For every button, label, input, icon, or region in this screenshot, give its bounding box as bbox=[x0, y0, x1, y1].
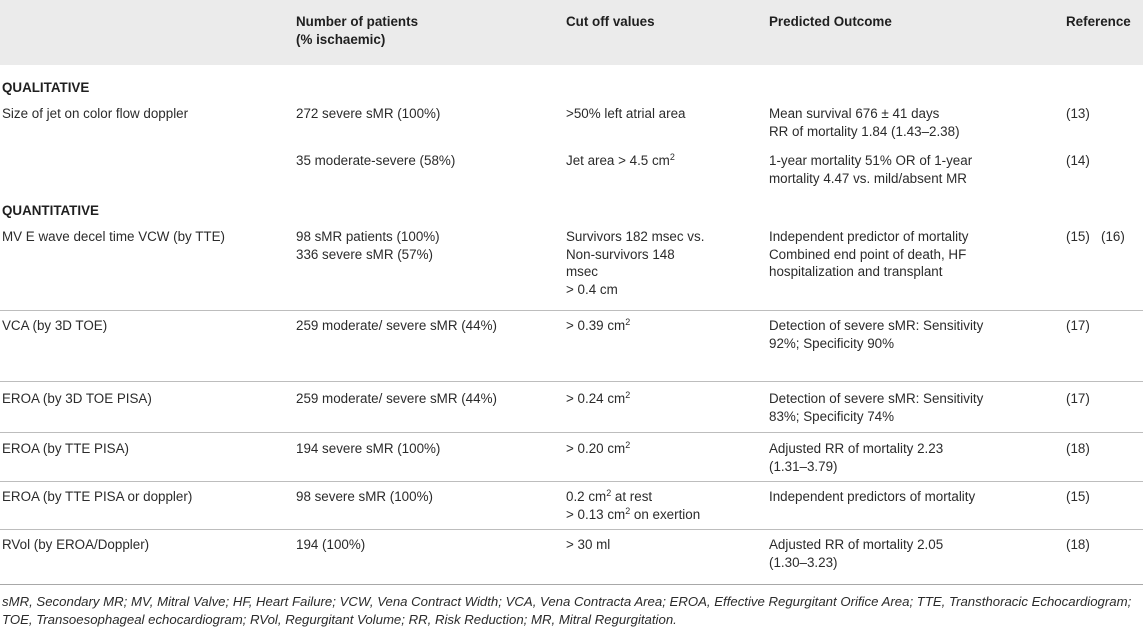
row7-cutoff bbox=[566, 488, 700, 523]
row5-outcome-line1: Detection of severe sMR: Sensitivity bbox=[769, 391, 984, 406]
row-divider bbox=[0, 481, 1143, 482]
row4-parameter: VCA (by 3D TOE) bbox=[2, 318, 108, 333]
row7-cutoff-line1-a: 0.2 cm bbox=[566, 489, 607, 504]
row8-reference[interactable]: (18) bbox=[1066, 537, 1090, 552]
row2-outcome-line2: mortality 4.47 vs. mild/absent MR bbox=[769, 170, 967, 186]
row7-cutoff-line1 bbox=[566, 488, 700, 506]
row5-cutoff-text: > 0.24 cm bbox=[566, 391, 626, 406]
header-patients-line2: (% ischaemic) bbox=[296, 31, 386, 47]
row5-parameter: EROA (by 3D TOE PISA) bbox=[2, 391, 152, 406]
row7-cutoff-line1-b: at rest bbox=[611, 489, 653, 504]
header-patients bbox=[296, 13, 418, 48]
row2-outcome-line1: 1-year mortality 51% OR of 1-year bbox=[769, 153, 973, 168]
section-quantitative: QUANTITATIVE bbox=[2, 203, 99, 218]
row3-cutoff bbox=[566, 228, 704, 298]
row7-parameter: EROA (by TTE PISA or doppler) bbox=[2, 489, 193, 504]
row3-parameter: MV E wave decel time VCW (by TTE) bbox=[2, 229, 225, 244]
row5-outcome-line2: 83%; Specificity 74% bbox=[769, 408, 895, 424]
row3-cutoff-line3: msec bbox=[566, 264, 598, 279]
row3-patients-line2: 336 severe sMR (57%) bbox=[296, 246, 433, 262]
row3-cutoff-line1: Survivors 182 msec vs. bbox=[566, 229, 705, 244]
row-divider bbox=[0, 310, 1143, 311]
row6-cutoff bbox=[566, 440, 630, 458]
row7-patients: 98 severe sMR (100%) bbox=[296, 489, 433, 504]
row-divider bbox=[0, 432, 1143, 433]
table-footnote: sMR, Secondary MR; MV, Mitral Valve; HF, Heart Failure; VCW, Vena Contract Width; VCA, Vena Contracta Area; EROA, Effective Regurgitant Orifice Area; TTE, Transthoracic Echocardiogram; TOE, Transoesophageal echocardiogram; RVol, Regurgitant Volume; RR, Risk Reduction; MR, Mitral Regurgitation. bbox=[2, 594, 1132, 627]
row8-patients: 194 (100%) bbox=[296, 537, 366, 552]
row6-cutoff-text: > 0.20 cm bbox=[566, 441, 626, 456]
row4-outcome bbox=[769, 317, 983, 352]
row3-reference-a[interactable]: (15) bbox=[1066, 229, 1090, 244]
row5-cutoff-sup: 2 bbox=[625, 390, 631, 400]
row1-outcome-line1: Mean survival 676 ± 41 days bbox=[769, 106, 940, 121]
row7-cutoff-line2-b: on exertion bbox=[630, 506, 701, 522]
row4-cutoff-text: > 0.39 cm bbox=[566, 318, 626, 333]
row4-cutoff-sup: 2 bbox=[625, 317, 631, 327]
row7-cutoff-line2-a: > 0.13 cm bbox=[566, 506, 626, 522]
header-outcome: Predicted Outcome bbox=[769, 14, 892, 29]
row2-cutoff-text: Jet area > 4.5 cm bbox=[566, 153, 670, 168]
row1-parameter: Size of jet on color flow doppler bbox=[2, 106, 189, 121]
table-header bbox=[0, 0, 1143, 65]
row-divider bbox=[0, 381, 1143, 382]
row3-outcome-line2: Combined end point of death, HF bbox=[769, 246, 967, 262]
row4-patients: 259 moderate/ severe sMR (44%) bbox=[296, 318, 497, 333]
row3-cutoff-line2: Non-survivors 148 bbox=[566, 246, 675, 262]
row2-cutoff-sup: 2 bbox=[669, 152, 675, 162]
row6-patients: 194 severe sMR (100%) bbox=[296, 441, 441, 456]
row1-outcome bbox=[769, 105, 960, 140]
row8-outcome-line1: Adjusted RR of mortality 2.05 bbox=[769, 537, 944, 552]
row2-outcome bbox=[769, 152, 972, 187]
header-cutoff: Cut off values bbox=[566, 14, 655, 29]
row3-outcome bbox=[769, 228, 969, 281]
row6-reference[interactable]: (18) bbox=[1066, 441, 1090, 456]
row3-outcome-line3: hospitalization and transplant bbox=[769, 264, 943, 279]
row5-reference[interactable]: (17) bbox=[1066, 391, 1090, 406]
row1-patients: 272 severe sMR (100%) bbox=[296, 106, 441, 121]
row8-parameter: RVol (by EROA/Doppler) bbox=[2, 537, 150, 552]
row1-reference[interactable]: (13) bbox=[1066, 106, 1090, 121]
row5-outcome bbox=[769, 390, 983, 425]
row4-reference[interactable]: (17) bbox=[1066, 318, 1090, 333]
row4-cutoff bbox=[566, 317, 630, 335]
row6-cutoff-sup: 2 bbox=[625, 440, 631, 450]
row4-outcome-line2: 92%; Specificity 90% bbox=[769, 335, 895, 351]
row1-outcome-line2: RR of mortality 1.84 (1.43–2.38) bbox=[769, 123, 960, 139]
row6-outcome bbox=[769, 440, 943, 475]
row1-cutoff: >50% left atrial area bbox=[566, 106, 686, 121]
row7-outcome: Independent predictors of mortality bbox=[769, 489, 976, 504]
row5-cutoff bbox=[566, 390, 630, 408]
row4-outcome-line1: Detection of severe sMR: Sensitivity bbox=[769, 318, 984, 333]
row7-reference[interactable]: (15) bbox=[1066, 489, 1090, 504]
row6-outcome-line2: (1.31–3.79) bbox=[769, 458, 838, 474]
row2-cutoff bbox=[566, 152, 675, 170]
row5-patients: 259 moderate/ severe sMR (44%) bbox=[296, 391, 497, 406]
row8-outcome-line2: (1.30–3.23) bbox=[769, 554, 838, 570]
header-reference: Reference bbox=[1066, 14, 1131, 29]
header-patients-line1: Number of patients bbox=[296, 14, 419, 29]
row7-cutoff-line2-sup: 2 bbox=[625, 505, 631, 516]
row3-patients bbox=[296, 228, 440, 263]
row3-patients-line1: 98 sMR patients (100%) bbox=[296, 229, 440, 244]
row3-outcome-line1: Independent predictor of mortality bbox=[769, 229, 969, 244]
table-bottom-rule bbox=[0, 584, 1143, 585]
row-divider bbox=[0, 529, 1143, 530]
row3-cutoff-line4: > 0.4 cm bbox=[566, 281, 618, 297]
row2-patients: 35 moderate-severe (58%) bbox=[296, 153, 456, 168]
row6-parameter: EROA (by TTE PISA) bbox=[2, 441, 129, 456]
row7-cutoff-line2 bbox=[566, 506, 700, 524]
row2-reference[interactable]: (14) bbox=[1066, 153, 1090, 168]
row3-reference-b[interactable]: (16) bbox=[1101, 229, 1125, 244]
section-qualitative: QUALITATIVE bbox=[2, 80, 90, 95]
row6-outcome-line1: Adjusted RR of mortality 2.23 bbox=[769, 441, 944, 456]
row7-cutoff-line1-sup: 2 bbox=[606, 488, 612, 498]
row8-outcome bbox=[769, 536, 943, 571]
row8-cutoff: > 30 ml bbox=[566, 537, 611, 552]
